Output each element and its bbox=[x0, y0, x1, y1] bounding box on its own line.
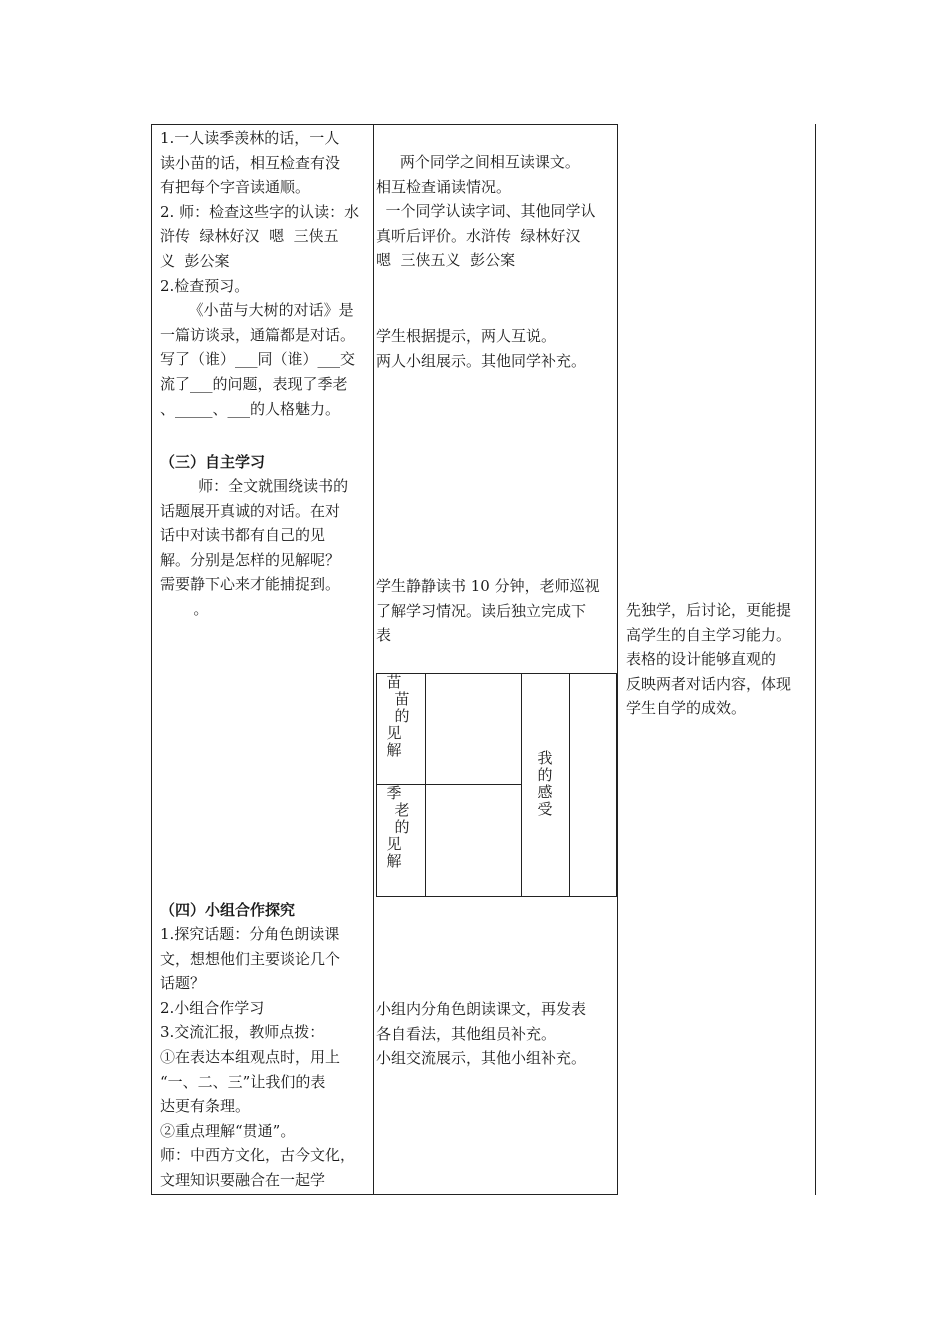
table-bottom-border bbox=[151, 1194, 618, 1195]
text-line: 表 bbox=[376, 626, 392, 645]
text-line: 嗯 三侠五义 彭公案 bbox=[376, 251, 516, 270]
text-line: 表格的设计能够直观的 bbox=[626, 650, 777, 669]
student-activity-block-3 bbox=[376, 574, 600, 648]
text-line: 学生静静读书 10 分钟，老师巡视 bbox=[376, 577, 600, 595]
text-line: 文理知识要融合在一起学 bbox=[160, 1170, 326, 1189]
text-line: 达更有条理。 bbox=[160, 1097, 251, 1116]
text-line: 各自看法，其他组员补充。 bbox=[376, 1024, 557, 1043]
vertical-label-char: 苗 bbox=[386, 673, 402, 691]
text-line: 、_____、___的人格魅力。 bbox=[160, 399, 341, 418]
viewpoint-table-frame bbox=[376, 673, 617, 897]
text-line: 真听后评价。水浒传 绿林好汉 bbox=[376, 226, 581, 245]
student-activity-block-4 bbox=[376, 997, 586, 1071]
vertical-label-char: 见 bbox=[386, 724, 402, 742]
student-activity-block-2 bbox=[376, 324, 586, 373]
teacher-activity-intro bbox=[160, 126, 359, 421]
vertical-label-char: 见 bbox=[386, 835, 402, 853]
text-line: “一、二、三”让我们的表 bbox=[160, 1072, 326, 1091]
text-line: 《小苗与大树的对话》是 bbox=[160, 301, 354, 320]
text-line: 话题？ bbox=[160, 974, 206, 993]
table-col-divider-1 bbox=[373, 124, 374, 1195]
text-line: 2. 师：检查这些字的认读：水 bbox=[160, 202, 360, 221]
design-intent-column bbox=[626, 598, 791, 721]
text-line: 两个同学之间相互读课文。 bbox=[376, 153, 580, 171]
student-activity-block-1 bbox=[376, 150, 596, 273]
vertical-label-char: 苗 bbox=[394, 690, 410, 708]
vertical-label-char: 解 bbox=[386, 852, 402, 870]
section-3-body bbox=[160, 474, 348, 622]
text-line: 文，想想他们主要谈论几个 bbox=[160, 949, 341, 968]
table-left-border bbox=[151, 124, 152, 1195]
text-line: 2.检查预习。 bbox=[160, 276, 250, 295]
text-line: 师：全文就围绕读书的 bbox=[160, 477, 349, 495]
vertical-label-char: 老 bbox=[394, 801, 410, 819]
text-line: 学生自学的成效。 bbox=[626, 699, 747, 718]
text-line: 1.探究话题：分角色朗读课 bbox=[160, 925, 340, 943]
text-line: 解。分别是怎样的见解呢？ bbox=[160, 550, 341, 569]
text-line: 读小苗的话，相互检查有没 bbox=[160, 153, 341, 172]
text-line: 3.交流汇报，教师点拨： bbox=[160, 1023, 325, 1042]
text-line: 学生根据提示，两人互说。 bbox=[376, 327, 557, 345]
text-line: 1.一人读季羡林的话，一人 bbox=[160, 129, 340, 147]
text-line: 浒传 绿林好汉 嗯 三侠五 bbox=[160, 227, 339, 246]
text-line: 两人小组展示。其他同学补充。 bbox=[376, 351, 587, 370]
table-top-border bbox=[151, 124, 618, 125]
vertical-label-char: 我 bbox=[537, 749, 553, 767]
viewpoint-table-col-2 bbox=[521, 673, 522, 897]
text-line: ①在表达本组观点时，用上 bbox=[160, 1047, 341, 1066]
text-line: 先独学，后讨论，更能提 bbox=[626, 601, 792, 619]
vertical-label-char: 感 bbox=[537, 783, 553, 801]
text-line: 一个同学认读字词、其他同学认 bbox=[376, 202, 596, 221]
text-line: 流了___的问题，表现了季老 bbox=[160, 374, 348, 393]
vertical-label-char: 季 bbox=[386, 784, 402, 802]
section-4-body bbox=[160, 922, 355, 1193]
vertical-label-char: 的 bbox=[394, 707, 410, 725]
text-line: 师：中西方文化，古今文化， bbox=[160, 1146, 356, 1165]
section-4-title: （四）小组合作探究 bbox=[160, 901, 296, 919]
vertical-label-char: 受 bbox=[537, 800, 553, 818]
text-line: 。 bbox=[160, 599, 209, 618]
text-line: 有把每个字音读通顺。 bbox=[160, 178, 311, 197]
vertical-label-char: 的 bbox=[537, 766, 553, 784]
text-line: ②重点理解“贯通”。 bbox=[160, 1121, 296, 1140]
text-line: 了解学习情况。读后独立完成下 bbox=[376, 601, 587, 620]
text-line: 需要静下心来才能捕捉到。 bbox=[160, 575, 341, 594]
viewpoint-table-col-1 bbox=[425, 673, 426, 897]
vertical-label-char: 的 bbox=[394, 818, 410, 836]
text-line: 2.小组合作学习 bbox=[160, 998, 265, 1017]
text-line: 小组内分角色朗读课文，再发表 bbox=[376, 1000, 587, 1018]
table-col-divider-2 bbox=[617, 124, 618, 1195]
text-line: 相互检查诵读情况。 bbox=[376, 177, 512, 196]
table-right-border bbox=[815, 124, 816, 1195]
text-line: 反映两者对话内容，体现 bbox=[626, 674, 792, 693]
vertical-label-char: 解 bbox=[386, 741, 402, 759]
text-line: 写了（谁）___同（谁）___交 bbox=[160, 350, 356, 369]
text-line: 义 彭公案 bbox=[160, 251, 230, 270]
text-line: 话题展开真诚的对话。在对 bbox=[160, 501, 341, 520]
text-line: 一篇访谈录，通篇都是对话。 bbox=[160, 325, 356, 344]
text-line: 小组交流展示，其他小组补充。 bbox=[376, 1049, 587, 1068]
text-line: 话中对读书都有自己的见 bbox=[160, 526, 326, 545]
viewpoint-table-col-3 bbox=[569, 673, 570, 897]
section-3-title: （三）自主学习 bbox=[160, 453, 266, 471]
text-line: 高学生的自主学习能力。 bbox=[626, 625, 792, 644]
